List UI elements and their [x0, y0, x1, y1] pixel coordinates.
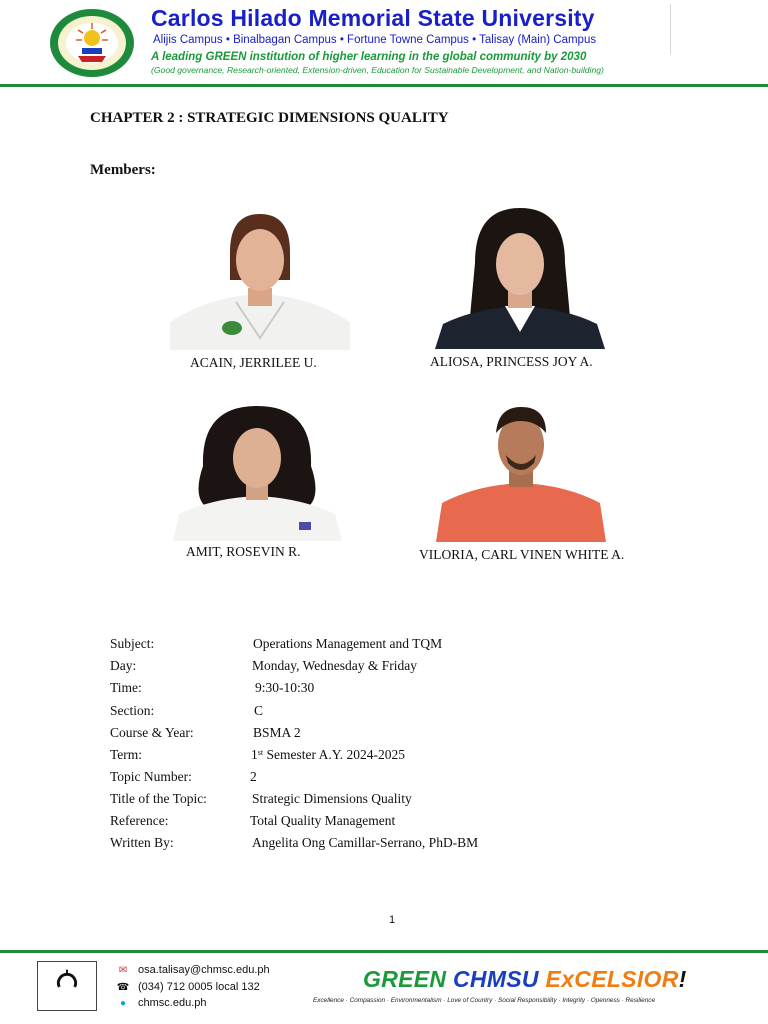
globe-icon: ●	[119, 998, 127, 1009]
member-name: VILORIA, CARL VINEN WHITE A.	[419, 547, 625, 562]
slogan-chmsu: CHMSU	[453, 966, 539, 992]
mission-statement: (Good governance, Research-oriented, Extension-driven, Education for Sustainable Development, and Nation-building)	[151, 65, 604, 75]
info-label: Reference:	[110, 813, 169, 828]
slogan-excelsior: ExCELSIOR	[545, 966, 679, 992]
info-label: Time:	[110, 680, 142, 695]
info-value: Monday, Wednesday & Friday	[252, 658, 418, 673]
info-label: Course & Year:	[110, 725, 194, 740]
footer-website	[116, 997, 206, 1009]
term-number: 1	[251, 747, 258, 762]
slogan-exclamation: !	[678, 966, 687, 992]
vision-statement: A leading GREEN institution of higher learning in the global community by 2030	[151, 51, 587, 63]
term-ordinal: st	[257, 748, 264, 757]
website-text: chmsc.edu.ph	[138, 997, 207, 1009]
info-value: 2	[250, 769, 257, 784]
info-value: Strategic Dimensions Quality	[252, 791, 412, 806]
info-value: 9:30-10:30	[255, 680, 315, 695]
member-name: ACAIN, JERRILEE U.	[190, 355, 317, 370]
info-label: Subject:	[110, 636, 155, 651]
info-value: BSMA 2	[253, 725, 301, 740]
member-name: ALIOSA, PRINCESS JOY A.	[430, 354, 593, 369]
phone-icon: ☎	[116, 982, 130, 993]
info-value: Total Quality Management	[250, 813, 396, 828]
letterhead	[0, 0, 768, 88]
info-value: Operations Management and TQM	[253, 636, 443, 651]
email-text: osa.talisay@chmsc.edu.ph	[138, 964, 270, 976]
info-label: Section:	[110, 703, 155, 718]
university-seal-logo	[48, 8, 136, 78]
iso-certification-logo	[37, 961, 97, 1011]
info-label: Day:	[110, 658, 137, 673]
footer-email	[116, 964, 270, 976]
info-value: C	[254, 703, 264, 718]
info-label: Term:	[110, 747, 143, 762]
chapter-title: CHAPTER 2 : STRATEGIC DIMENSIONS QUALITY	[90, 110, 449, 126]
header-divider	[670, 4, 671, 54]
info-label: Written By:	[110, 835, 174, 850]
members-label: Members:	[90, 162, 156, 178]
member-photo-amit	[173, 406, 342, 541]
phone-text: (034) 712 0005 local 132	[138, 981, 260, 993]
slogan-green: GREEN	[363, 966, 447, 992]
info-label: Title of the Topic:	[110, 791, 207, 806]
header-rule	[0, 84, 768, 87]
footer-slogan	[363, 966, 687, 993]
campus-list: Alijis Campus • Binalbagan Campus • Fortune Towne Campus • Talisay (Main) Campus	[153, 34, 597, 46]
member-photo-viloria	[436, 405, 606, 542]
info-value: Angelita Ong Camillar-Serrano, PhD-BM	[252, 835, 479, 850]
member-photo-aliosa	[435, 208, 605, 349]
core-values: Excellence · Compassion · Environmentalism · Love of Country · Social Responsibility · Integrity · Openness · Resilience	[313, 997, 656, 1004]
page-number: 1	[389, 914, 396, 926]
info-label: Topic Number:	[110, 769, 192, 784]
mail-icon: ✉	[118, 965, 128, 976]
footer-rule	[0, 950, 768, 953]
university-name: Carlos Hilado Memorial State University	[151, 5, 595, 31]
member-name: AMIT, ROSEVIN R.	[186, 544, 301, 559]
footer-phone	[116, 981, 260, 993]
info-value	[251, 747, 405, 763]
term-rest: Semester A.Y. 2024-2025	[263, 747, 405, 762]
member-photo-acain	[170, 210, 350, 350]
